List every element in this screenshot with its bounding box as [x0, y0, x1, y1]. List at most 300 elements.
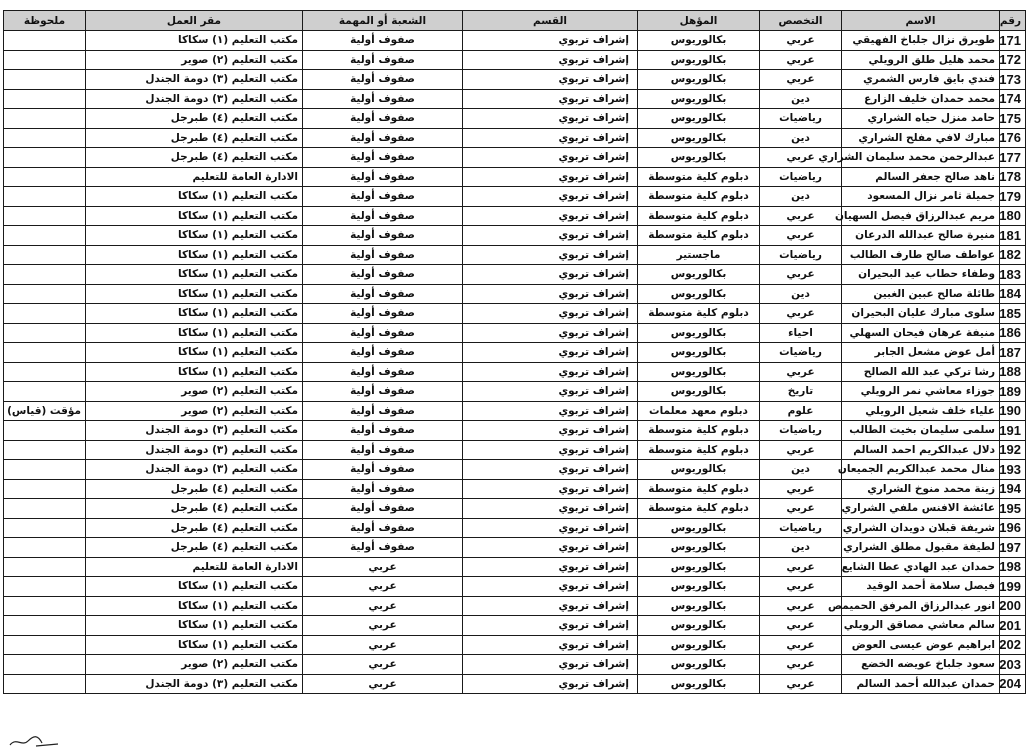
cell-workplace: مكتب التعليم (٤) طبرجل	[86, 128, 303, 148]
cell-specialty: احياء	[760, 323, 842, 343]
cell-workplace: مكتب التعليم (٢) صوير	[86, 655, 303, 675]
cell-num: 203	[1000, 655, 1026, 675]
cell-notes	[4, 226, 86, 246]
cell-qualification: بكالوريوس	[638, 382, 760, 402]
cell-notes	[4, 245, 86, 265]
cell-specialty: عربي	[760, 596, 842, 616]
cell-num: 202	[1000, 635, 1026, 655]
table-row	[4, 674, 1026, 694]
cell-qualification: بكالوريوس	[638, 31, 760, 51]
table-row	[4, 284, 1026, 304]
cell-qualification: دبلوم كلية متوسطة	[638, 226, 760, 246]
cell-division: صفوف أولية	[303, 70, 463, 90]
cell-name: منال محمد عبدالكريم الجميعان	[842, 460, 1000, 480]
cell-notes: مؤقت (قياس)	[4, 401, 86, 421]
cell-name: فندي بايق فارس الشمري	[842, 70, 1000, 90]
cell-num: 177	[1000, 148, 1026, 168]
cell-name: سلوى مبارك عليان البحيران	[842, 304, 1000, 324]
cell-name: طائلة صالح عبين الغبين	[842, 284, 1000, 304]
cell-num: 204	[1000, 674, 1026, 694]
cell-name: ناهد صالح جعفر السالم	[842, 167, 1000, 187]
table-row	[4, 109, 1026, 129]
table-row	[4, 187, 1026, 207]
cell-division: صفوف أولية	[303, 89, 463, 109]
cell-qualification: بكالوريوس	[638, 148, 760, 168]
cell-workplace: مكتب التعليم (١) سكاكا	[86, 284, 303, 304]
cell-division: عربي	[303, 596, 463, 616]
header-row	[4, 11, 1026, 31]
cell-qualification: بكالوريوس	[638, 460, 760, 480]
table-row	[4, 31, 1026, 51]
cell-workplace: مكتب التعليم (٣) دومة الجندل	[86, 70, 303, 90]
cell-department: إشراف تربوي	[463, 284, 638, 304]
table-row	[4, 167, 1026, 187]
cell-department: إشراف تربوي	[463, 460, 638, 480]
cell-department: إشراف تربوي	[463, 655, 638, 675]
header-specialty: التخصص	[760, 11, 842, 31]
cell-division: صفوف أولية	[303, 128, 463, 148]
cell-qualification: دبلوم كلية متوسطة	[638, 167, 760, 187]
cell-specialty: دين	[760, 89, 842, 109]
cell-qualification: بكالوريوس	[638, 50, 760, 70]
cell-department: إشراف تربوي	[463, 304, 638, 324]
cell-workplace: مكتب التعليم (٤) طبرجل	[86, 109, 303, 129]
cell-name: محمد هليل طلق الرويلي	[842, 50, 1000, 70]
cell-num: 188	[1000, 362, 1026, 382]
cell-workplace: مكتب التعليم (٣) دومة الجندل	[86, 421, 303, 441]
cell-workplace: مكتب التعليم (١) سكاكا	[86, 265, 303, 285]
cell-department: إشراف تربوي	[463, 265, 638, 285]
header-qualification: المؤهل	[638, 11, 760, 31]
cell-notes	[4, 499, 86, 519]
cell-qualification: بكالوريوس	[638, 635, 760, 655]
cell-qualification: دبلوم معهد معلمات	[638, 401, 760, 421]
cell-workplace: الادارة العامة للتعليم	[86, 167, 303, 187]
cell-notes	[4, 577, 86, 597]
cell-department: إشراف تربوي	[463, 167, 638, 187]
signature-mark	[6, 731, 66, 749]
header-notes: ملحوظة	[4, 11, 86, 31]
cell-specialty: عربي	[760, 304, 842, 324]
cell-department: إشراف تربوي	[463, 70, 638, 90]
cell-specialty: دين	[760, 284, 842, 304]
cell-division: عربي	[303, 557, 463, 577]
cell-division: عربي	[303, 577, 463, 597]
cell-name: زينة محمد منوخ الشراري	[842, 479, 1000, 499]
cell-notes	[4, 616, 86, 636]
cell-qualification: بكالوريوس	[638, 265, 760, 285]
cell-workplace: مكتب التعليم (٤) طبرجل	[86, 148, 303, 168]
cell-division: صفوف أولية	[303, 440, 463, 460]
cell-workplace: مكتب التعليم (١) سكاكا	[86, 616, 303, 636]
cell-name: طويرق نزال جلباخ الفهيقي	[842, 31, 1000, 51]
cell-division: صفوف أولية	[303, 148, 463, 168]
cell-num: 183	[1000, 265, 1026, 285]
table-row	[4, 655, 1026, 675]
header-department: القسم	[463, 11, 638, 31]
cell-num: 201	[1000, 616, 1026, 636]
cell-notes	[4, 31, 86, 51]
cell-department: إشراف تربوي	[463, 148, 638, 168]
table-row	[4, 577, 1026, 597]
cell-qualification: دبلوم كلية متوسطة	[638, 479, 760, 499]
cell-department: إشراف تربوي	[463, 674, 638, 694]
cell-num: 194	[1000, 479, 1026, 499]
cell-name: أمل عوض مشعل الجابر	[842, 343, 1000, 363]
cell-specialty: عربي	[760, 440, 842, 460]
cell-workplace: مكتب التعليم (١) سكاكا	[86, 323, 303, 343]
table-row	[4, 635, 1026, 655]
cell-specialty: عربي	[760, 50, 842, 70]
cell-specialty: عربي	[760, 148, 842, 168]
cell-notes	[4, 284, 86, 304]
table-row	[4, 343, 1026, 363]
table-row	[4, 304, 1026, 324]
cell-name: منيفة عرهان فيحان السهلي	[842, 323, 1000, 343]
cell-division: صفوف أولية	[303, 460, 463, 480]
cell-division: عربي	[303, 635, 463, 655]
table-row	[4, 479, 1026, 499]
cell-qualification: بكالوريوس	[638, 323, 760, 343]
table-row	[4, 538, 1026, 558]
cell-qualification: بكالوريوس	[638, 343, 760, 363]
cell-department: إشراف تربوي	[463, 479, 638, 499]
cell-notes	[4, 50, 86, 70]
cell-notes	[4, 148, 86, 168]
table-row	[4, 596, 1026, 616]
cell-notes	[4, 596, 86, 616]
cell-workplace: مكتب التعليم (٣) دومة الجندل	[86, 89, 303, 109]
table-row	[4, 89, 1026, 109]
cell-num: 176	[1000, 128, 1026, 148]
cell-name: رشا تركي عبد الله الصالح	[842, 362, 1000, 382]
cell-name: حامد منزل حياه الشراري	[842, 109, 1000, 129]
cell-specialty: عربي	[760, 499, 842, 519]
cell-department: إشراف تربوي	[463, 343, 638, 363]
cell-specialty: عربي	[760, 226, 842, 246]
cell-notes	[4, 265, 86, 285]
cell-department: إشراف تربوي	[463, 128, 638, 148]
cell-specialty: عربي	[760, 479, 842, 499]
staff-table	[3, 10, 1026, 694]
table-row	[4, 401, 1026, 421]
cell-qualification: دبلوم كلية متوسطة	[638, 440, 760, 460]
cell-department: إشراف تربوي	[463, 109, 638, 129]
cell-notes	[4, 128, 86, 148]
cell-qualification: بكالوريوس	[638, 577, 760, 597]
cell-division: صفوف أولية	[303, 31, 463, 51]
cell-qualification: دبلوم كلية متوسطة	[638, 206, 760, 226]
cell-qualification: بكالوريوس	[638, 70, 760, 90]
cell-division: صفوف أولية	[303, 206, 463, 226]
cell-department: إشراف تربوي	[463, 50, 638, 70]
table-row	[4, 323, 1026, 343]
cell-division: عربي	[303, 616, 463, 636]
cell-qualification: بكالوريوس	[638, 557, 760, 577]
cell-workplace: مكتب التعليم (٢) صوير	[86, 401, 303, 421]
cell-workplace: مكتب التعليم (٣) دومة الجندل	[86, 440, 303, 460]
table-row	[4, 206, 1026, 226]
cell-department: إشراف تربوي	[463, 596, 638, 616]
cell-workplace: الادارة العامة للتعليم	[86, 557, 303, 577]
cell-specialty: عربي	[760, 635, 842, 655]
cell-qualification: بكالوريوس	[638, 89, 760, 109]
cell-specialty: دين	[760, 187, 842, 207]
cell-workplace: مكتب التعليم (١) سكاكا	[86, 635, 303, 655]
cell-notes	[4, 538, 86, 558]
table-row	[4, 440, 1026, 460]
cell-notes	[4, 323, 86, 343]
cell-name: دلال عبدالكريم احمد السالم	[842, 440, 1000, 460]
cell-workplace: مكتب التعليم (٤) طبرجل	[86, 499, 303, 519]
table-row	[4, 70, 1026, 90]
cell-qualification: دبلوم كلية متوسطة	[638, 304, 760, 324]
cell-department: إشراف تربوي	[463, 362, 638, 382]
cell-division: عربي	[303, 655, 463, 675]
cell-num: 173	[1000, 70, 1026, 90]
table-body	[4, 31, 1026, 694]
cell-notes	[4, 440, 86, 460]
cell-notes	[4, 362, 86, 382]
table-row	[4, 616, 1026, 636]
cell-division: صفوف أولية	[303, 109, 463, 129]
cell-division: صفوف أولية	[303, 538, 463, 558]
cell-qualification: بكالوريوس	[638, 616, 760, 636]
cell-division: صفوف أولية	[303, 362, 463, 382]
cell-specialty: عربي	[760, 616, 842, 636]
cell-qualification: بكالوريوس	[638, 538, 760, 558]
cell-specialty: رياضيات	[760, 167, 842, 187]
cell-num: 199	[1000, 577, 1026, 597]
cell-division: صفوف أولية	[303, 265, 463, 285]
cell-specialty: رياضيات	[760, 343, 842, 363]
cell-notes	[4, 382, 86, 402]
cell-num: 192	[1000, 440, 1026, 460]
cell-num: 180	[1000, 206, 1026, 226]
cell-num: 187	[1000, 343, 1026, 363]
cell-name: جميلة ثامر نزال المسعود	[842, 187, 1000, 207]
table-row	[4, 265, 1026, 285]
cell-name: عواطف صالح طارف الطالب	[842, 245, 1000, 265]
cell-specialty: عربي	[760, 265, 842, 285]
cell-specialty: دين	[760, 128, 842, 148]
cell-num: 184	[1000, 284, 1026, 304]
cell-name: حمدان عبدالله أحمد السالم	[842, 674, 1000, 694]
cell-specialty: عربي	[760, 577, 842, 597]
cell-num: 198	[1000, 557, 1026, 577]
cell-division: صفوف أولية	[303, 421, 463, 441]
cell-department: إشراف تربوي	[463, 89, 638, 109]
cell-num: 182	[1000, 245, 1026, 265]
cell-workplace: مكتب التعليم (١) سكاكا	[86, 245, 303, 265]
cell-notes	[4, 343, 86, 363]
table-row	[4, 148, 1026, 168]
cell-division: صفوف أولية	[303, 167, 463, 187]
cell-notes	[4, 655, 86, 675]
cell-qualification: بكالوريوس	[638, 655, 760, 675]
cell-department: إشراف تربوي	[463, 245, 638, 265]
cell-workplace: مكتب التعليم (٤) طبرجل	[86, 538, 303, 558]
cell-qualification: دبلوم كلية متوسطة	[638, 187, 760, 207]
cell-department: إشراف تربوي	[463, 557, 638, 577]
cell-notes	[4, 479, 86, 499]
cell-division: صفوف أولية	[303, 401, 463, 421]
header-workplace: مقر العمل	[86, 11, 303, 31]
cell-department: إشراف تربوي	[463, 206, 638, 226]
cell-division: صفوف أولية	[303, 187, 463, 207]
cell-department: إشراف تربوي	[463, 635, 638, 655]
cell-workplace: مكتب التعليم (١) سكاكا	[86, 31, 303, 51]
cell-specialty: عربي	[760, 206, 842, 226]
cell-num: 175	[1000, 109, 1026, 129]
table-row	[4, 128, 1026, 148]
cell-workplace: مكتب التعليم (٤) طبرجل	[86, 479, 303, 499]
cell-department: إشراف تربوي	[463, 499, 638, 519]
cell-qualification: دبلوم كلية متوسطة	[638, 499, 760, 519]
cell-department: إشراف تربوي	[463, 323, 638, 343]
cell-specialty: رياضيات	[760, 421, 842, 441]
cell-department: إشراف تربوي	[463, 421, 638, 441]
cell-notes	[4, 557, 86, 577]
cell-num: 185	[1000, 304, 1026, 324]
cell-notes	[4, 70, 86, 90]
cell-division: صفوف أولية	[303, 50, 463, 70]
cell-name: مبارك لافي مفلح الشراري	[842, 128, 1000, 148]
cell-specialty: عربي	[760, 655, 842, 675]
cell-workplace: مكتب التعليم (٢) صوير	[86, 50, 303, 70]
cell-qualification: بكالوريوس	[638, 518, 760, 538]
cell-division: عربي	[303, 674, 463, 694]
cell-division: صفوف أولية	[303, 499, 463, 519]
cell-name: ابراهيم عوض عيسى العوض	[842, 635, 1000, 655]
cell-num: 181	[1000, 226, 1026, 246]
cell-qualification: دبلوم كلية متوسطة	[638, 421, 760, 441]
table-row	[4, 557, 1026, 577]
cell-specialty: عربي	[760, 557, 842, 577]
table-row	[4, 518, 1026, 538]
table-row	[4, 362, 1026, 382]
cell-notes	[4, 421, 86, 441]
cell-division: صفوف أولية	[303, 479, 463, 499]
cell-name: عبدالرحمن محمد سليمان الشراري	[842, 148, 1000, 168]
table-row	[4, 245, 1026, 265]
cell-name: مريم عبدالرزاق فيصل السهيان	[842, 206, 1000, 226]
cell-name: لطيفة مقبول مطلق الشراري	[842, 538, 1000, 558]
cell-num: 200	[1000, 596, 1026, 616]
cell-qualification: بكالوريوس	[638, 284, 760, 304]
cell-num: 195	[1000, 499, 1026, 519]
cell-workplace: مكتب التعليم (٣) دومة الجندل	[86, 674, 303, 694]
cell-division: صفوف أولية	[303, 382, 463, 402]
cell-department: إشراف تربوي	[463, 187, 638, 207]
table-row	[4, 499, 1026, 519]
cell-num: 174	[1000, 89, 1026, 109]
cell-num: 186	[1000, 323, 1026, 343]
cell-num: 179	[1000, 187, 1026, 207]
cell-department: إشراف تربوي	[463, 226, 638, 246]
cell-workplace: مكتب التعليم (١) سكاكا	[86, 187, 303, 207]
cell-qualification: بكالوريوس	[638, 596, 760, 616]
cell-notes	[4, 206, 86, 226]
cell-division: صفوف أولية	[303, 518, 463, 538]
cell-name: سلمى سليمان بخيت الطالب	[842, 421, 1000, 441]
cell-num: 196	[1000, 518, 1026, 538]
cell-name: منيرة صالح عبدالله الدرعان	[842, 226, 1000, 246]
cell-name: جوزاء معاشي نمر الرويلي	[842, 382, 1000, 402]
table-row	[4, 421, 1026, 441]
cell-specialty: رياضيات	[760, 109, 842, 129]
cell-notes	[4, 635, 86, 655]
cell-notes	[4, 187, 86, 207]
header-num: رقم	[1000, 11, 1026, 31]
cell-num: 193	[1000, 460, 1026, 480]
cell-num: 189	[1000, 382, 1026, 402]
cell-department: إشراف تربوي	[463, 518, 638, 538]
cell-workplace: مكتب التعليم (٢) صوير	[86, 382, 303, 402]
cell-specialty: عربي	[760, 362, 842, 382]
cell-specialty: عربي	[760, 70, 842, 90]
cell-notes	[4, 518, 86, 538]
cell-notes	[4, 167, 86, 187]
table-row	[4, 382, 1026, 402]
cell-workplace: مكتب التعليم (١) سكاكا	[86, 226, 303, 246]
cell-workplace: مكتب التعليم (١) سكاكا	[86, 362, 303, 382]
cell-name: انور عبدالرزاق المرفق الحميمص	[842, 596, 1000, 616]
cell-workplace: مكتب التعليم (١) سكاكا	[86, 206, 303, 226]
cell-specialty: رياضيات	[760, 518, 842, 538]
cell-qualification: ماجستير	[638, 245, 760, 265]
cell-name: علياء خلف شعيل الرويلي	[842, 401, 1000, 421]
cell-specialty: تاريخ	[760, 382, 842, 402]
cell-division: صفوف أولية	[303, 245, 463, 265]
cell-specialty: عربي	[760, 31, 842, 51]
cell-department: إشراف تربوي	[463, 577, 638, 597]
cell-num: 171	[1000, 31, 1026, 51]
cell-name: عائشة الافنس ملفي الشراري	[842, 499, 1000, 519]
table-row	[4, 460, 1026, 480]
cell-num: 197	[1000, 538, 1026, 558]
cell-name: وطفاء حطاب عيد البحيران	[842, 265, 1000, 285]
cell-name: سالم معاشي مصاقق الرويلي	[842, 616, 1000, 636]
cell-division: صفوف أولية	[303, 343, 463, 363]
table-row	[4, 50, 1026, 70]
cell-specialty: عربي	[760, 674, 842, 694]
cell-name: محمد حمدان خليف الزارع	[842, 89, 1000, 109]
cell-workplace: مكتب التعليم (٣) دومة الجندل	[86, 460, 303, 480]
cell-department: إشراف تربوي	[463, 382, 638, 402]
cell-division: صفوف أولية	[303, 226, 463, 246]
cell-department: إشراف تربوي	[463, 538, 638, 558]
cell-num: 172	[1000, 50, 1026, 70]
cell-workplace: مكتب التعليم (١) سكاكا	[86, 596, 303, 616]
cell-specialty: دين	[760, 460, 842, 480]
cell-department: إشراف تربوي	[463, 401, 638, 421]
cell-division: صفوف أولية	[303, 284, 463, 304]
cell-department: إشراف تربوي	[463, 31, 638, 51]
cell-notes	[4, 304, 86, 324]
cell-qualification: بكالوريوس	[638, 362, 760, 382]
cell-department: إشراف تربوي	[463, 440, 638, 460]
cell-department: إشراف تربوي	[463, 616, 638, 636]
cell-name: حمدان عبد الهادي عطا الشايع	[842, 557, 1000, 577]
cell-notes	[4, 89, 86, 109]
table-row	[4, 226, 1026, 246]
cell-division: صفوف أولية	[303, 323, 463, 343]
cell-specialty: رياضيات	[760, 245, 842, 265]
cell-name: فيصل سلامة أحمد الوقيد	[842, 577, 1000, 597]
cell-workplace: مكتب التعليم (١) سكاكا	[86, 343, 303, 363]
cell-workplace: مكتب التعليم (٤) طبرجل	[86, 518, 303, 538]
